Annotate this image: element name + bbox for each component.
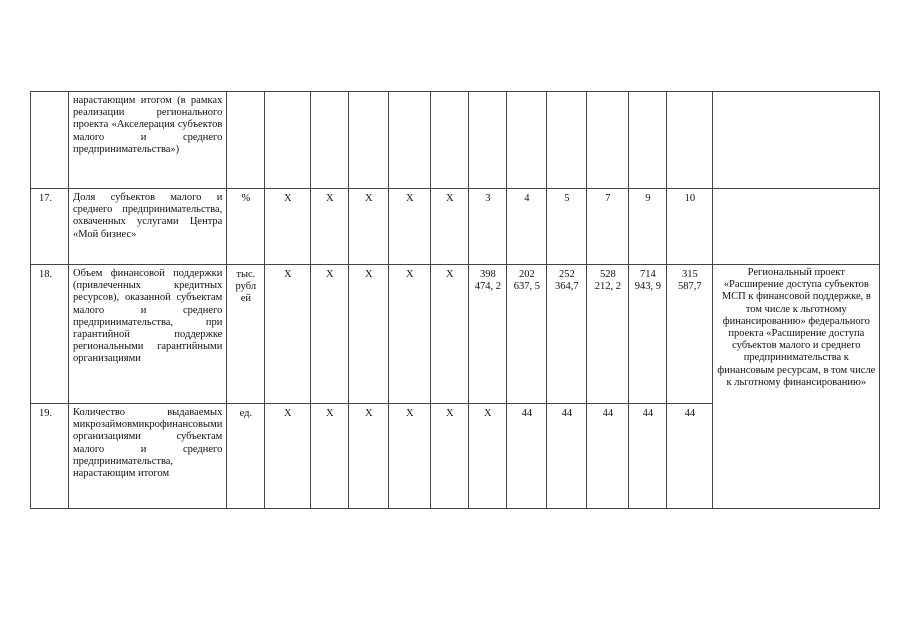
year-cell: X xyxy=(389,189,431,265)
row-number xyxy=(31,92,69,189)
value-cell xyxy=(629,92,667,189)
indicator-name: Объем финансовой поддержки (привлеченных кредитных ресурсов), оказанной субъектам малого и среднего предпринимательства, при гарантийной поддержке региональными гарантийными организациями xyxy=(69,265,227,404)
value-cell: 44 xyxy=(667,404,713,509)
unit-cell: тыс. рубл ей xyxy=(227,265,265,404)
year-cell: X xyxy=(431,404,469,509)
value-cell: 44 xyxy=(629,404,667,509)
table-row xyxy=(31,189,880,265)
year-cell: X xyxy=(389,404,431,509)
year-cell: X xyxy=(349,189,389,265)
value-cell: 315 587,7 xyxy=(667,265,713,404)
value-cell: 202 637, 5 xyxy=(507,265,547,404)
year-cell xyxy=(431,92,469,189)
year-cell: X xyxy=(311,189,349,265)
year-cell xyxy=(389,92,431,189)
value-cell: 7 xyxy=(587,189,629,265)
year-cell xyxy=(311,92,349,189)
year-cell: X xyxy=(265,265,311,404)
year-cell xyxy=(349,92,389,189)
source-cell-empty xyxy=(713,189,880,265)
value-cell: 44 xyxy=(547,404,587,509)
value-cell: 9 xyxy=(629,189,667,265)
year-cell: X xyxy=(265,404,311,509)
indicator-name: Доля субъектов малого и среднего предпринимательства, охваченных услугами Центра «Мой бизнес» xyxy=(69,189,227,265)
value-cell xyxy=(587,92,629,189)
value-cell xyxy=(547,92,587,189)
value-cell: 252 364,7 xyxy=(547,265,587,404)
table-row xyxy=(31,92,880,189)
year-cell: X xyxy=(349,404,389,509)
value-cell xyxy=(507,92,547,189)
year-cell: X xyxy=(431,265,469,404)
year-cell: X xyxy=(389,265,431,404)
indicator-name: Количество выдаваемых микрозаймовмикрофинансовыми организациями субъектам малого и среднего предпринимательства, нарастающим итогом xyxy=(69,404,227,509)
value-cell: 4 xyxy=(507,189,547,265)
unit-cell: % xyxy=(227,189,265,265)
value-cell: 44 xyxy=(507,404,547,509)
year-cell: X xyxy=(469,404,507,509)
year-cell: 3 xyxy=(469,189,507,265)
indicators-table xyxy=(30,91,880,509)
value-cell xyxy=(667,92,713,189)
value-cell: 528 212, 2 xyxy=(587,265,629,404)
year-cell: X xyxy=(265,189,311,265)
year-cell: X xyxy=(311,404,349,509)
year-cell: X xyxy=(349,265,389,404)
source-project-cell: Региональный проект «Расширение доступа субъектов МСП к финансовой поддержке, в том числе к льготному финансированию» федерального проекта «Расширение доступа субъектов малого и среднего предпринимательства к финансовым ресурсам, в том числе к льготному финансированию» xyxy=(713,265,880,509)
year-cell xyxy=(265,92,311,189)
row-number: 17. xyxy=(31,189,69,265)
year-cell xyxy=(469,92,507,189)
table-row xyxy=(31,265,880,404)
value-cell: 714 943, 9 xyxy=(629,265,667,404)
year-cell: X xyxy=(311,265,349,404)
value-cell: 10 xyxy=(667,189,713,265)
year-cell: 398 474, 2 xyxy=(469,265,507,404)
source-cell-empty xyxy=(713,92,880,189)
row-number: 19. xyxy=(31,404,69,509)
value-cell: 5 xyxy=(547,189,587,265)
row-number: 18. xyxy=(31,265,69,404)
indicator-name: нарастающим итогом (в рамках реализации регионального проекта «Акселерация субъектов малого и среднего предпринимательства») xyxy=(69,92,227,189)
year-cell: X xyxy=(431,189,469,265)
value-cell: 44 xyxy=(587,404,629,509)
unit-cell xyxy=(227,92,265,189)
unit-cell: ед. xyxy=(227,404,265,509)
